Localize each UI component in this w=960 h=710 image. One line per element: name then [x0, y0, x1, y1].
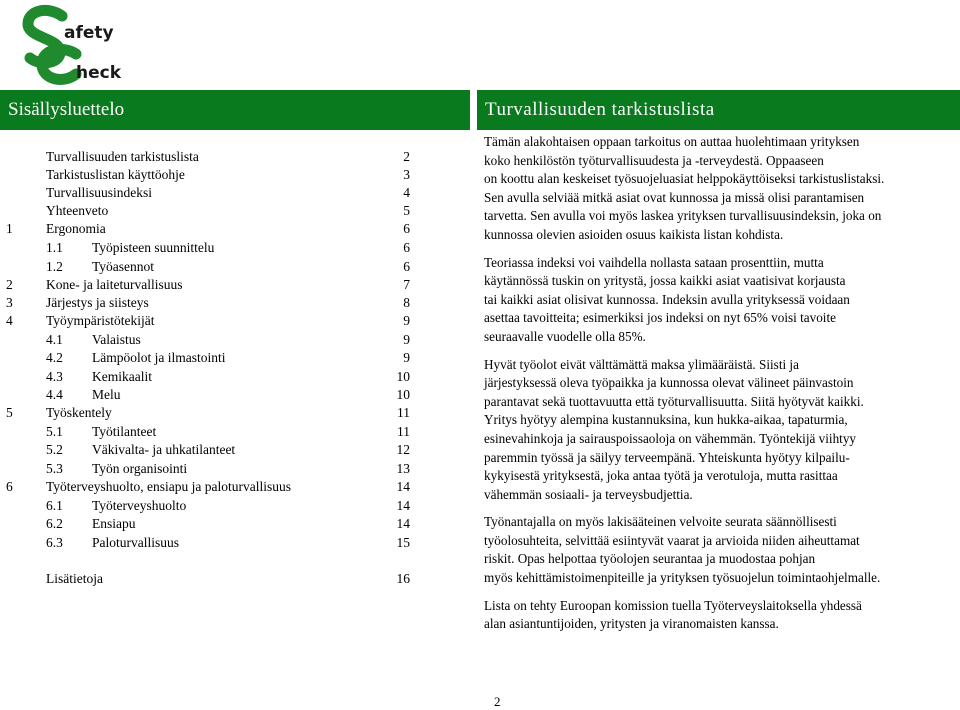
toc-page-number: 15 [396, 535, 410, 550]
toc-page-number: 14 [396, 516, 410, 531]
toc-entry[interactable] [0, 441, 420, 459]
toc-entry-title: Kemikaalit [92, 369, 152, 384]
logo-text-bottom: heck [76, 63, 122, 83]
paragraph-line: työolosuhteita, selvittää esiintyvät vaarat ja arvioida niiden aiheuttamat [484, 532, 860, 548]
paragraph-line: kykyisestä yrityksestä, joka antaa työtä ja verotuloja, mutta rasittaa [484, 468, 838, 484]
toc-entry[interactable] [0, 478, 420, 496]
toc-entry[interactable] [0, 202, 420, 220]
paragraph-line: järjestyksessä oleva työpaikka ja kunnossa olevat välineet päinvastoin [484, 375, 854, 391]
toc-page-number: 2 [403, 149, 410, 164]
toc-section-number: 6.2 [46, 516, 63, 531]
paragraph-line: Teoriassa indeksi voi vaihdella nollasta sataan prosenttiin, mutta [484, 254, 824, 270]
paragraph-line: esinevahinkoja ja sairauspoissaoloja on vähemmän. Työntekijä viihtyy [484, 430, 857, 446]
body-paragraph [484, 513, 954, 587]
toc-entry[interactable] [0, 239, 420, 257]
toc-entry-title: Melu [92, 387, 121, 402]
paragraph-line: käytännössä tuskin on yritystä, jossa kaikki asiat vaatisivat korjausta [484, 273, 846, 289]
paragraph-line: myös kehittämistoimenpiteille ja yrityksen työsuojelun toimintaohjelmalle. [484, 570, 881, 586]
logo-text-top: afety [64, 23, 114, 43]
toc-entry-title: Lisätietoja [46, 571, 103, 586]
toc-page-number: 10 [396, 369, 410, 384]
toc-entry[interactable] [0, 349, 420, 367]
toc-entry[interactable] [0, 515, 420, 533]
toc-chapter-number: 4 [6, 313, 13, 328]
toc-entry-title: Yhteenveto [46, 203, 109, 218]
paragraph-line: Hyvät työolot eivät välttämättä maksa ylimääräistä. Siisti ja [484, 356, 799, 372]
toc-section-number: 6.3 [46, 535, 63, 550]
toc-section-number: 5.1 [46, 424, 63, 439]
toc-entry-title: Työskentely [46, 405, 112, 420]
toc-page-number: 14 [396, 479, 410, 494]
toc-page-number: 4 [403, 185, 410, 200]
paragraph-line: on koottu alan keskeiset työsuojeluasiat helppokäyttöiseksi tarkistuslistaksi. [484, 171, 885, 187]
toc-chapter-number: 5 [6, 405, 13, 420]
body-paragraph [484, 254, 954, 347]
toc-entry[interactable] [0, 570, 420, 588]
toc-entry[interactable] [0, 534, 420, 552]
toc-page-number: 12 [396, 442, 410, 457]
toc-chapter-number: 3 [6, 295, 13, 310]
toc-chapter-number: 1 [6, 221, 13, 236]
toc-page-number: 8 [403, 295, 410, 310]
toc-page-number: 7 [403, 277, 410, 292]
toc-entry-title: Työterveyshuolto [92, 498, 187, 513]
toc-entry[interactable] [0, 166, 420, 184]
toc-entry[interactable] [0, 294, 420, 312]
checklist-header: Turvallisuuden tarkistuslista [477, 90, 960, 130]
toc-entry[interactable] [0, 220, 420, 238]
toc-page-number: 13 [396, 461, 410, 476]
safety-check-logo [18, 2, 138, 86]
body-paragraph [484, 133, 954, 245]
toc-entry-title: Työasennot [92, 259, 155, 274]
paragraph-line: vähemmän sosiaali- ja terveysbudjettia. [484, 486, 693, 502]
paragraph-line: koko henkilöstön työturvallisuudesta ja -terveydestä. Oppaaseen [484, 152, 824, 168]
toc-entry-title: Väkivalta- ja uhkatilanteet [92, 442, 236, 457]
paragraph-line: Tämän alakohtaisen oppaan tarkoitus on auttaa huolehtimaan yrityksen [484, 134, 860, 149]
toc-section-number: 1.1 [46, 240, 63, 255]
toc-entry-title: Tarkistuslistan käyttöohje [46, 167, 185, 182]
paragraph-line: parantavat sekä tuottavuutta että työturvallisuutta. Siitä hyötyvät kaikki. [484, 393, 864, 409]
toc-entry-title: Lämpöolot ja ilmastointi [92, 350, 226, 365]
toc-entry-title: Turvallisuusindeksi [46, 185, 153, 200]
toc-page-number: 9 [403, 313, 410, 328]
toc-entry[interactable] [0, 276, 420, 294]
toc-entry-title: Ensiapu [92, 516, 136, 531]
toc-entry-title: Työtilanteet [92, 424, 157, 439]
toc-section-number: 6.1 [46, 498, 63, 513]
toc-entry-title: Kone- ja laiteturvallisuus [46, 277, 183, 292]
toc-entry[interactable] [0, 404, 420, 422]
toc-page-number: 11 [397, 405, 410, 420]
paragraph-line: tai kaikki asiat olisivat kunnossa. Indeksin avulla yrityksessä voidaan [484, 291, 850, 307]
toc-entry-title: Työn organisointi [92, 461, 188, 476]
toc-chapter-number: 6 [6, 479, 13, 494]
toc-section-number: 4.4 [46, 387, 63, 402]
paragraph-line: paremmin työssä ja säilyy terveempänä. Yhteiskunta hyötyy kilpailu- [484, 449, 850, 465]
toc-entry-title: Järjestys ja siisteys [46, 295, 149, 310]
toc-section-number: 5.3 [46, 461, 63, 476]
paragraph-line: asettaa tavoitteita; esimerkiksi jos indeksi on nyt 65% voisi tavoite [484, 310, 836, 326]
toc-header: Sisällysluettelo [0, 90, 470, 130]
paragraph-line: seuraavalle vuodelle olla 85%. [484, 328, 646, 344]
page-number: 2 [494, 694, 501, 709]
body-paragraph [484, 597, 954, 634]
toc-page-number: 9 [403, 332, 410, 347]
toc-page-number: 11 [397, 424, 410, 439]
toc-page-number: 16 [396, 571, 410, 586]
paragraph-line: Lista on tehty Euroopan komission tuella Työterveyslaitoksella yhdessä [484, 597, 862, 613]
toc-page-number: 10 [396, 387, 410, 402]
toc-entry[interactable] [0, 258, 420, 276]
toc-page-number: 9 [403, 350, 410, 365]
toc-entry[interactable] [0, 331, 420, 349]
paragraph-line: Yritys hyötyy alempina kustannuksina, kun hukka-aikaa, tapaturmia, [484, 412, 848, 428]
intro-text [484, 133, 954, 634]
toc-entry-title: Työterveyshuolto, ensiapu ja paloturvallisuus [46, 479, 292, 494]
paragraph-line: kunnossa olevien asioiden osuus kaikista listan kohdista. [484, 226, 784, 242]
toc-entry-title: Paloturvallisuus [92, 535, 179, 550]
toc-entry-title: Valaistus [92, 332, 141, 347]
toc-section-number: 4.3 [46, 369, 63, 384]
toc-entry[interactable] [0, 460, 420, 478]
toc-entry-title: Työpisteen suunnittelu [92, 240, 215, 255]
toc-entry[interactable] [0, 148, 420, 166]
toc-entry[interactable] [0, 386, 420, 404]
toc-entry[interactable] [0, 312, 420, 330]
toc-page-number: 3 [403, 167, 410, 182]
paragraph-line: Työnantajalla on myös lakisääteinen velvoite seurata säännöllisesti [484, 514, 837, 530]
toc-page-number: 6 [403, 240, 410, 255]
toc-page-number: 6 [403, 221, 410, 236]
toc-entry[interactable] [0, 184, 420, 202]
toc-section-number: 4.2 [46, 350, 63, 365]
toc-section-number: 4.1 [46, 332, 63, 347]
paragraph-line: Sen avulla selviää mitkä asiat ovat kunnossa ja missä olisi parantamisen [484, 189, 865, 205]
toc-entry[interactable] [0, 423, 420, 441]
toc-section-number: 1.2 [46, 259, 63, 274]
toc-entry[interactable] [0, 368, 420, 386]
paragraph-line: alan asiantuntijoiden, yritysten ja viranomaisten kanssa. [484, 616, 779, 632]
body-paragraph [484, 356, 954, 505]
toc-entry-title: Turvallisuuden tarkistuslista [46, 149, 199, 164]
toc-page-number: 5 [403, 203, 410, 218]
paragraph-line: riskit. Opas helpottaa työolojen seurantaa ja muodostaa pohjan [484, 551, 816, 567]
toc-page-number: 14 [396, 498, 410, 513]
toc-section-number: 5.2 [46, 442, 63, 457]
toc-entry[interactable] [0, 497, 420, 515]
toc-chapter-number: 2 [6, 277, 13, 292]
toc-page-number: 6 [403, 259, 410, 274]
toc-entry-title: Työympäristötekijät [46, 313, 155, 328]
toc-entry-title: Ergonomia [46, 221, 106, 236]
paragraph-line: tarvetta. Sen avulla voi myös laskea yrityksen turvallisuusindeksin, joka on [484, 208, 882, 224]
